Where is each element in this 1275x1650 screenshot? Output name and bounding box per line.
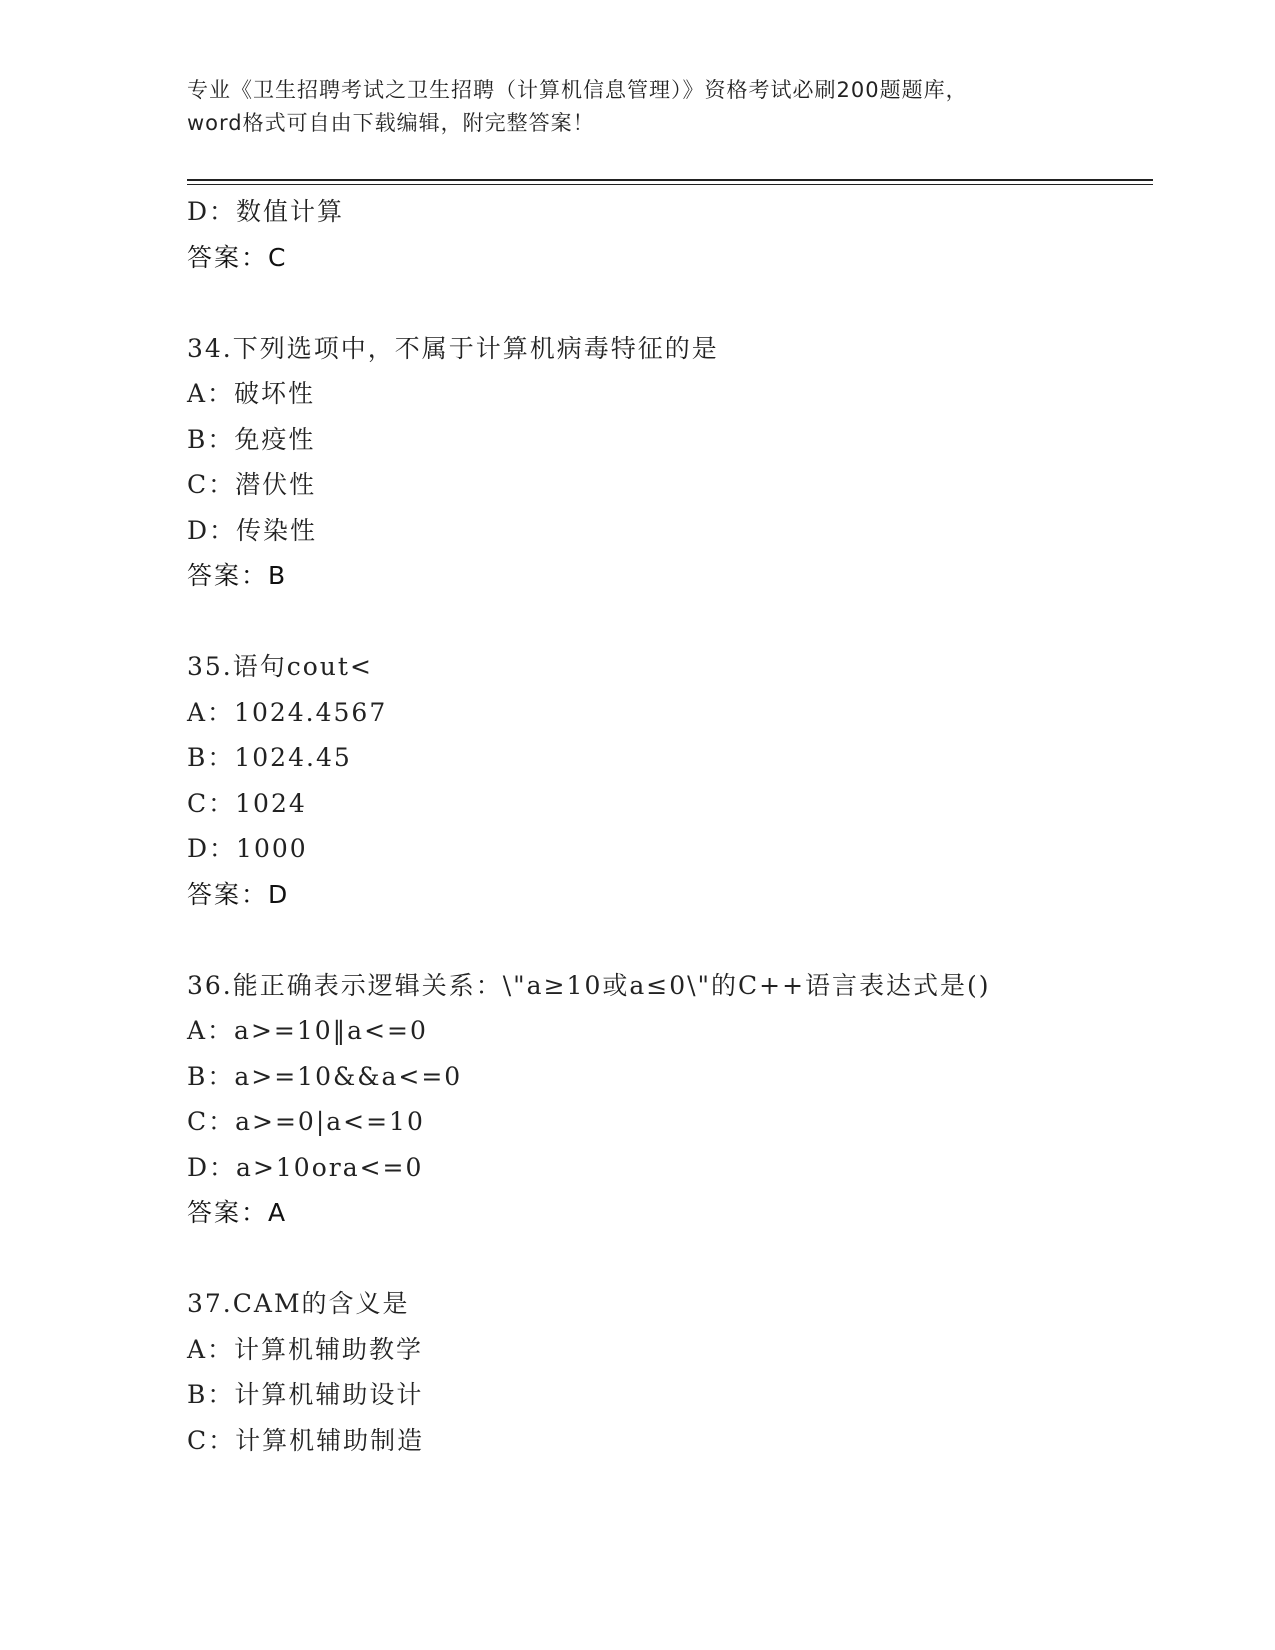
answer-line: 答案：A xyxy=(187,1198,288,1227)
option-b: B：免疫性 xyxy=(187,424,316,454)
answer-line: 答案：B xyxy=(187,561,288,590)
answer-line: 答案：D xyxy=(187,879,290,909)
spacer xyxy=(187,599,1153,645)
option-a: A：破坏性 xyxy=(187,379,316,408)
option-c: C：计算机辅助制造 xyxy=(187,1425,425,1455)
option-a: A：1024.4567 xyxy=(187,697,388,727)
option-c: C：1024 xyxy=(187,788,307,818)
option-d: D：传染性 xyxy=(187,515,318,545)
question-stem: 36.能正确表示逻辑关系：\"a≥10或a≤0\"的C++语言表达式是() xyxy=(187,970,991,1000)
option-c: C：潜伏性 xyxy=(187,470,317,499)
question-stem: 34.下列选项中，不属于计算机病毒特征的是 xyxy=(187,333,719,363)
option-a: A：a>=10‖a<=0 xyxy=(187,1016,428,1045)
question-stem: 37.CAM的含义是 xyxy=(187,1289,410,1318)
question-35 xyxy=(187,644,1153,917)
question-list xyxy=(187,189,1153,1463)
question-36 xyxy=(187,963,1153,1236)
question-34 xyxy=(187,326,1153,599)
document-header xyxy=(187,74,1087,140)
option-a: A：计算机辅助教学 xyxy=(187,1334,424,1364)
option-c: C：a>=0|a<=10 xyxy=(187,1107,425,1136)
answer-line: 答案：C xyxy=(187,242,288,272)
spacer xyxy=(187,917,1153,963)
option-d: D：1000 xyxy=(187,834,308,863)
header-rule-thin xyxy=(187,184,1153,185)
header-line-1: 专业《卫生招聘考试之卫生招聘（计算机信息管理）》资格考试必刷200题题库， xyxy=(187,78,968,102)
option-b: B：a>=10&&a<=0 xyxy=(187,1061,463,1091)
header-line-2: word格式可自由下载编辑，附完整答案！ xyxy=(187,111,595,135)
header-rule-thick xyxy=(187,179,1153,181)
question-stem: 35.语句cout< xyxy=(187,652,373,681)
option-b: B：1024.45 xyxy=(187,743,352,772)
spacer xyxy=(187,280,1153,326)
question-37 xyxy=(187,1281,1153,1463)
option-d: D：a>10ora<=0 xyxy=(187,1152,424,1182)
spacer xyxy=(187,1236,1153,1282)
option-b: B：计算机辅助设计 xyxy=(187,1380,424,1409)
question-33 xyxy=(187,189,1153,280)
option-d: D：数值计算 xyxy=(187,197,345,226)
